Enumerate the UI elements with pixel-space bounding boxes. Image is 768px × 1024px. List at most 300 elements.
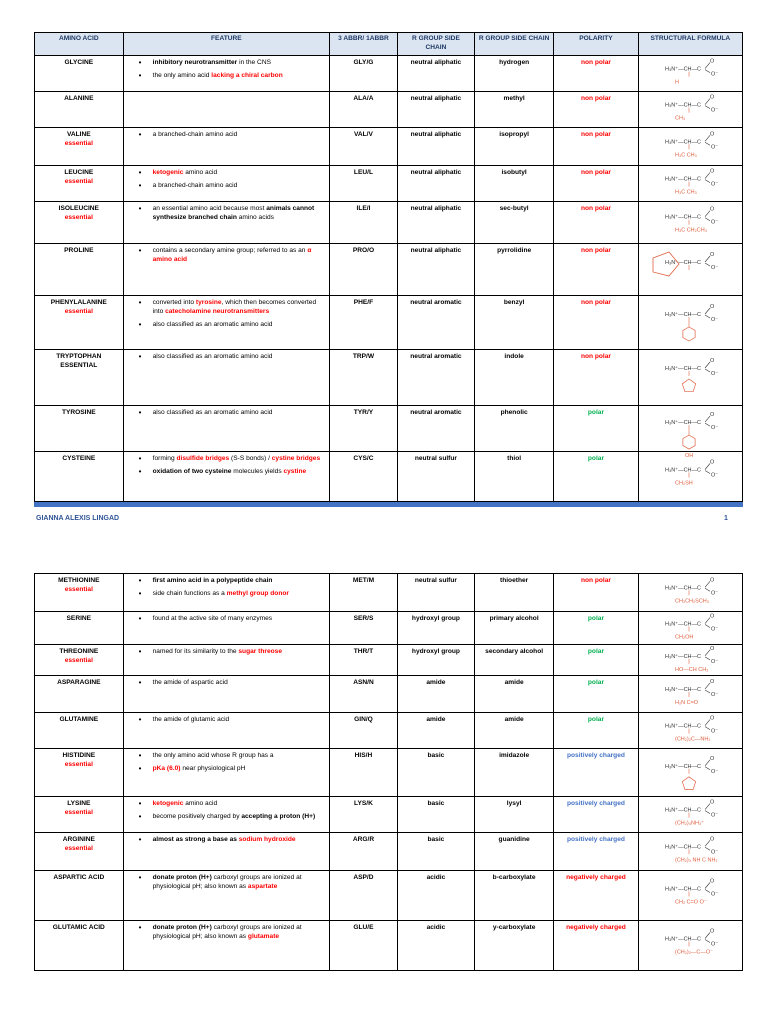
abbreviation-cell: SER/S [330, 612, 398, 645]
feature-cell [123, 645, 329, 676]
amino-acid-name-cell [35, 165, 124, 201]
feature-text: near physiological pH [180, 764, 246, 772]
r-group-class-cell: amide [397, 676, 474, 713]
feature-cell [123, 612, 329, 645]
r-group-class-cell: neutral aliphatic [397, 91, 474, 127]
structure-gln-drawing [639, 713, 739, 748]
feature-list [127, 247, 326, 265]
structural-formula-cell [638, 676, 742, 713]
feature-cell [123, 713, 329, 749]
carboxylate-bond [705, 940, 710, 943]
carboxylate-label: O⁻ [710, 768, 718, 775]
amino-acid-name: PROLINE [64, 246, 94, 254]
r-group-name-cell: benzyl [475, 295, 554, 349]
feature-text: sodium hydroxide [238, 836, 296, 843]
feature-text: sugar threose [238, 648, 282, 655]
oxygen-label: O [709, 577, 714, 584]
structural-formula-cell [638, 833, 742, 871]
essential-label: essential [64, 808, 93, 816]
carboxylate-label: O⁻ [710, 626, 718, 633]
abbreviation-cell: PHE/F [330, 295, 398, 349]
feature-item [153, 765, 326, 774]
carboxylate-label: O⁻ [710, 181, 718, 188]
amino-acid-name-cell [35, 295, 124, 349]
polarity-cell: negatively charged [554, 921, 638, 971]
amino-acid-name-cell [35, 451, 124, 501]
backbone-label: H₃N⁺—CH—C [664, 139, 701, 146]
oxygen-label: O [709, 755, 714, 762]
structural-formula-cell [638, 165, 742, 201]
page-divider [34, 502, 743, 507]
amino-acid-name: VALINE [66, 130, 91, 138]
backbone-label: H₃N⁺—CH—C [664, 844, 701, 851]
footer-author: GIANNA ALEXIS LINGAD [36, 515, 120, 522]
oxygen-label: O [709, 678, 714, 685]
backbone-label: H₃N⁺—CH—C [664, 723, 701, 730]
polarity-cell: polar [554, 612, 638, 645]
r-group-class-cell: neutral aliphatic [397, 201, 474, 243]
feature-text: catecholamine neurotransmitters [165, 307, 270, 315]
polarity-cell: polar [554, 645, 638, 676]
feature-list [127, 59, 326, 81]
feature-list [127, 409, 326, 418]
feature-cell [123, 349, 329, 405]
carboxylate-bond [705, 625, 710, 628]
carboxylate-label: O⁻ [710, 891, 718, 898]
r-group-class-cell: neutral aliphatic [397, 127, 474, 165]
r-group-name-cell: phenolic [475, 405, 554, 451]
feature-list [127, 800, 326, 822]
carboxylate-label: O⁻ [710, 941, 718, 948]
structural-formula-cell [638, 574, 742, 612]
backbone-label: H₃N⁺—CH—C [664, 686, 701, 693]
structural-formula-cell [638, 921, 742, 971]
feature-item [153, 59, 326, 68]
abbreviation-cell: GIN/Q [330, 713, 398, 749]
amino-acid-name-cell [35, 349, 124, 405]
feature-list [127, 455, 326, 477]
feature-text: cystine bridges [271, 454, 321, 462]
oxygen-label: O [709, 411, 714, 418]
polarity-cell: polar [554, 451, 638, 501]
carboxylate-label: O⁻ [710, 316, 718, 323]
feature-item [153, 205, 326, 223]
ring-icon [682, 777, 695, 790]
structural-formula-cell [638, 797, 742, 833]
r-group-name-cell: isobutyl [475, 165, 554, 201]
carboxylate-bond [705, 588, 710, 591]
side-chain-label: (CH₂)₄NH₃⁺ [674, 820, 704, 827]
feature-list [127, 874, 326, 892]
table-row [35, 295, 743, 349]
table-row [35, 921, 743, 971]
feature-text: amino acids [236, 213, 274, 221]
feature-item [153, 679, 326, 688]
feature-text: the amide of aspartic acid [152, 679, 228, 686]
abbreviation-cell: ALA/A [330, 91, 398, 127]
amino-acid-name-cell [35, 405, 124, 451]
table-row [35, 645, 743, 676]
carboxylate-label: O⁻ [710, 691, 718, 698]
structure-ala-drawing [639, 92, 739, 127]
structural-formula-cell [638, 645, 742, 676]
backbone-label: H₃N⁺—CH—C [664, 585, 701, 592]
feature-cell [123, 871, 329, 921]
carboxylate-bond [705, 369, 710, 372]
feature-text: methyl group donor [226, 589, 289, 597]
r-group-name-cell: b-carboxylate [475, 871, 554, 921]
side-chain-label: H₂N C=O [674, 699, 698, 706]
feature-text: found at the active site of many enzymes [152, 615, 273, 622]
backbone-label: H₃N⁺—CH—C [664, 807, 701, 814]
feature-text: a branched-chain amino acid [152, 181, 238, 189]
r-group-name-cell: thiol [475, 451, 554, 501]
amino-acid-name: TYROSINE [61, 408, 96, 416]
footer-page-number: 1 [724, 515, 728, 522]
r-group-name-cell: y-carboxylate [475, 921, 554, 971]
feature-text: aspartate [247, 882, 278, 890]
carboxylate-bond [705, 142, 710, 145]
feature-text: contains a secondary amine group; referred to as an [152, 246, 308, 254]
amino-acid-name: GLUTAMIC ACID [52, 924, 105, 931]
amino-acid-name-cell [35, 127, 124, 165]
table-row [35, 55, 743, 91]
backbone-label: H₃N⁺—CH—C [664, 419, 701, 426]
oxygen-label: O [709, 799, 714, 806]
backbone-label: H₃N⁺—CH—C [664, 886, 701, 893]
r-group-class-cell: neutral aromatic [397, 405, 474, 451]
amino-acid-name-cell [35, 797, 124, 833]
feature-text: converted into [152, 298, 196, 306]
side-chain-label: H [674, 79, 679, 86]
essential-label: essential [64, 307, 93, 315]
feature-text: forming [152, 454, 177, 462]
amino-acid-name-cell [35, 574, 124, 612]
table-row [35, 201, 743, 243]
feature-list [127, 648, 326, 657]
feature-cell [123, 295, 329, 349]
feature-item [153, 468, 326, 477]
feature-list [127, 299, 326, 330]
carboxylate-bond [705, 470, 710, 473]
r-group-class-cell: acidic [397, 871, 474, 921]
r-group-class-cell: neutral aliphatic [397, 243, 474, 295]
carboxylate-bond [705, 690, 710, 693]
polarity-cell: polar [554, 713, 638, 749]
feature-item [153, 409, 326, 418]
carboxylate-label: O⁻ [710, 71, 718, 78]
essential-label: essential [64, 139, 93, 147]
feature-item [153, 182, 326, 191]
structure-gly-drawing [639, 56, 739, 91]
carboxylate-label: O⁻ [710, 370, 718, 377]
oxygen-label: O [709, 613, 714, 620]
abbreviation-cell: LYS/K [330, 797, 398, 833]
side-chain-label: H₃C CH₃ [674, 189, 697, 196]
table-row [35, 713, 743, 749]
feature-text: animals cannot synthesize branched chain [152, 204, 315, 221]
structural-formula-cell [638, 349, 742, 405]
carboxylate-label: O⁻ [710, 219, 718, 226]
feature-item [153, 299, 326, 317]
amino-acid-name-cell [35, 201, 124, 243]
header-amino-acid: AMINO ACID [35, 33, 124, 56]
oxygen-label: O [709, 715, 714, 722]
feature-item [153, 716, 326, 725]
carboxylate-label: O⁻ [710, 264, 718, 271]
carboxylate-bond [705, 263, 710, 266]
backbone-label: H₃N⁺—CH—C [664, 176, 701, 183]
carboxylate-bond [705, 179, 710, 182]
feature-cell [123, 921, 329, 971]
table-row [35, 165, 743, 201]
r-group-class-cell: neutral aromatic [397, 349, 474, 405]
feature-text: pKa (6.0) [152, 764, 181, 772]
r-group-name-cell: guanidine [475, 833, 554, 871]
feature-text: first amino acid in a polypeptide chain [152, 577, 273, 584]
structure-phe-drawing [639, 296, 739, 349]
feature-item [153, 72, 326, 81]
abbreviation-cell: VAL/V [330, 127, 398, 165]
structure-trp-drawing [639, 350, 739, 405]
essential-label: essential [64, 177, 93, 185]
amino-acid-name: LYSINE [67, 800, 91, 807]
side-chain-label: CH₂SH [674, 480, 693, 487]
carboxylate-bond [705, 811, 710, 814]
backbone-label: H₃N⁺—CH—C [664, 259, 701, 266]
table-row [35, 797, 743, 833]
backbone-label: H₃N⁺—CH—C [664, 936, 701, 943]
carboxylate-bond [705, 69, 710, 72]
feature-text: also classified as an aromatic amino acid [152, 408, 273, 416]
amino-acid-name-cell [35, 612, 124, 645]
carboxylate-label: O⁻ [710, 144, 718, 151]
amino-acid-name-cell [35, 749, 124, 797]
backbone-label: H₃N⁺—CH—C [664, 621, 701, 628]
feature-cell [123, 676, 329, 713]
carboxylate-bond [705, 657, 710, 660]
amino-acid-name-cell [35, 921, 124, 971]
table-header-row [35, 33, 743, 56]
side-chain-label: (CH₂)₂—C—O⁻ [674, 949, 713, 956]
feature-text: , which then becomes converted into [152, 298, 317, 315]
polarity-cell: positively charged [554, 797, 638, 833]
feature-text: side chain functions as a [152, 589, 227, 597]
amino-acid-name-cell [35, 645, 124, 676]
amino-acid-name-cell [35, 243, 124, 295]
backbone-label: H₃N⁺—CH—C [664, 467, 701, 474]
r-group-class-cell: basic [397, 797, 474, 833]
feature-list [127, 836, 326, 845]
feature-text: molecules yields [231, 467, 284, 475]
side-chain-label: CH₃ [674, 115, 685, 122]
structure-glu-drawing [639, 921, 739, 970]
carboxylate-bond [705, 217, 710, 220]
r-group-name-cell: amide [475, 713, 554, 749]
amino-acid-name: ARGININE [62, 836, 95, 843]
feature-item [153, 924, 326, 942]
carboxylate-bond [705, 890, 710, 893]
polarity-cell: polar [554, 676, 638, 713]
carboxylate-bond [705, 767, 710, 770]
feature-text: also classified as an aromatic amino acid [152, 352, 273, 360]
feature-cell [123, 91, 329, 127]
feature-text: also classified as an aromatic amino acid [152, 320, 273, 328]
feature-list [127, 752, 326, 774]
feature-text: ketogenic [152, 168, 184, 176]
backbone-label: H₃N⁺—CH—C [664, 102, 701, 109]
carboxylate-bond [705, 847, 710, 850]
amino-acid-name-cell [35, 676, 124, 713]
side-chain-label: (CH₂)₃ NH C NH₂ [674, 857, 718, 864]
essential-label: essential [64, 585, 93, 593]
feature-text: accepting a proton (H+) [241, 812, 316, 820]
r-group-class-cell: neutral aliphatic [397, 55, 474, 91]
r-group-name-cell: imidazole [475, 749, 554, 797]
abbreviation-cell: ASP/D [330, 871, 398, 921]
feature-text: an essential amino acid because most [152, 204, 267, 212]
structure-leu-drawing [639, 166, 739, 201]
polarity-cell: non polar [554, 127, 638, 165]
r-group-class-cell: neutral sulfur [397, 574, 474, 612]
polarity-cell: polar [554, 405, 638, 451]
structure-cys-drawing [639, 452, 739, 501]
feature-item [153, 648, 326, 657]
amino-acid-name: CYSTEINE [62, 454, 96, 462]
amino-acid-name: ASPARAGINE [57, 679, 101, 686]
table-row [35, 574, 743, 612]
abbreviation-cell: LEU/L [330, 165, 398, 201]
structural-formula-cell [638, 201, 742, 243]
feature-item [153, 874, 326, 892]
feature-text: amino acid [183, 168, 218, 176]
feature-item [153, 800, 326, 809]
r-group-name-cell: indole [475, 349, 554, 405]
structure-asp-drawing [639, 871, 739, 920]
r-group-name-cell: thioether [475, 574, 554, 612]
table-row [35, 749, 743, 797]
side-chain-label: HO—CH CH₃ [674, 666, 709, 673]
feature-text: named for its similarity to the [152, 648, 239, 655]
amino-acid-name: HISTIDINE [62, 752, 96, 759]
oxygen-label: O [709, 58, 714, 65]
table-row [35, 349, 743, 405]
side-chain-label: CH₂OH [674, 634, 694, 641]
table-row [35, 676, 743, 713]
feature-cell [123, 201, 329, 243]
structural-formula-cell [638, 612, 742, 645]
backbone-label: H₃N⁺—CH—C [664, 653, 701, 660]
structural-formula-cell [638, 91, 742, 127]
abbreviation-cell: PRO/O [330, 243, 398, 295]
r-group-name-cell: hydrogen [475, 55, 554, 91]
feature-item [153, 321, 326, 330]
feature-cell [123, 127, 329, 165]
feature-text: the only amino acid [152, 71, 212, 79]
r-group-class-cell: basic [397, 833, 474, 871]
feature-list [127, 577, 326, 599]
backbone-label: H₃N⁺—CH—C [664, 66, 701, 73]
header-r-group-class: R GROUP SIDE CHAIN [397, 33, 474, 56]
feature-cell [123, 405, 329, 451]
structural-formula-cell [638, 243, 742, 295]
amino-acid-name-cell [35, 91, 124, 127]
feature-text: cystine [283, 467, 307, 475]
feature-item [153, 353, 326, 362]
polarity-cell: non polar [554, 55, 638, 91]
feature-cell [123, 243, 329, 295]
oxygen-label: O [709, 206, 714, 213]
amino-acid-name: PHENYLALANINE [50, 298, 107, 306]
feature-item [153, 813, 326, 822]
amino-acid-name: GLUTAMINE [59, 716, 99, 723]
abbreviation-cell: TRP/W [330, 349, 398, 405]
amino-acid-name-cell [35, 871, 124, 921]
abbreviation-cell: ILE/I [330, 201, 398, 243]
amino-acid-name: THREONINE [59, 648, 99, 655]
feature-text: the only amino acid whose R group has a [152, 752, 274, 759]
feature-list [127, 353, 326, 362]
side-chain-label: OH [684, 452, 693, 459]
oxygen-label: O [709, 928, 714, 935]
feature-text: the amide of glutamic acid [152, 716, 230, 723]
r-group-class-cell: hydroxyl group [397, 645, 474, 676]
oxygen-label: O [709, 251, 714, 258]
backbone-label: H₃N⁺—CH—C [664, 311, 701, 318]
header-structural-formula: STRUCTURAL FORMULA [638, 33, 742, 56]
amino-acid-name: SERINE [66, 615, 92, 622]
amino-acid-name-cell [35, 713, 124, 749]
feature-text: lacking a chiral carbon [211, 71, 283, 79]
essential-label: essential [64, 844, 93, 852]
backbone-label: H₃N⁺—CH—C [664, 365, 701, 372]
structural-formula-cell [638, 749, 742, 797]
structural-formula-cell [638, 871, 742, 921]
header-abbr: 3 ABBR/ 1ABBR [330, 33, 398, 56]
side-chain-label: H₃C CH₂CH₃ [674, 227, 707, 234]
polarity-cell: non polar [554, 295, 638, 349]
table-row [35, 612, 743, 645]
abbreviation-cell: TYR/Y [330, 405, 398, 451]
side-chain-label: CH₂ C=O O⁻ [674, 899, 707, 906]
feature-text: ketogenic [152, 800, 184, 807]
r-group-class-cell: neutral aromatic [397, 295, 474, 349]
feature-item [153, 836, 326, 845]
side-chain-label: (CH₂)₂C—NH₂ [674, 736, 711, 743]
structure-tyr-drawing [639, 406, 739, 459]
r-group-class-cell: amide [397, 713, 474, 749]
oxygen-label: O [709, 878, 714, 885]
structure-his-drawing [639, 749, 739, 796]
carboxylate-bond [705, 105, 710, 108]
carboxylate-bond [705, 727, 710, 730]
header-feature: FEATURE [123, 33, 329, 56]
structure-thr-drawing [639, 645, 739, 675]
feature-cell [123, 574, 329, 612]
feature-text: almost as strong a base as [152, 836, 239, 843]
r-group-class-cell: neutral sulfur [397, 451, 474, 501]
feature-list [127, 169, 326, 191]
abbreviation-cell: THR/T [330, 645, 398, 676]
side-chain-label: CH₂CH₂SCH₃ [674, 598, 709, 605]
polarity-cell: non polar [554, 201, 638, 243]
backbone-label: H₃N⁺—CH—C [664, 763, 701, 770]
feature-text: α amino acid [152, 246, 312, 263]
structural-formula-cell [638, 713, 742, 749]
carboxylate-label: O⁻ [710, 472, 718, 479]
feature-item [153, 247, 326, 265]
amino-acid-name: ISOLEUCINE [58, 204, 99, 212]
